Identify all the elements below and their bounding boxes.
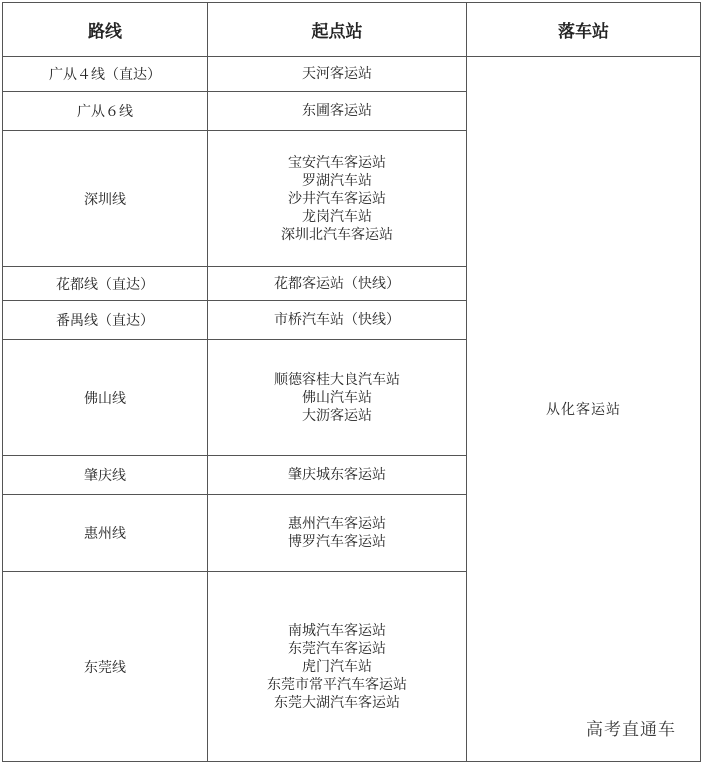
start-stations-cell [208, 340, 467, 456]
route-name: 花都线（直达） [3, 267, 208, 301]
start-station: 惠州汽车客运站 [288, 516, 386, 532]
destination-station: 从化客运站 [467, 57, 701, 762]
route-name: 广从６线 [3, 92, 208, 131]
destination-column-header: 落车站 [467, 3, 701, 57]
start-station: 市桥汽车站（快线） [274, 312, 400, 328]
start-stations-cell [208, 131, 467, 267]
start-station: 花都客运站（快线） [274, 275, 400, 292]
start-stations-cell [208, 92, 467, 131]
start-station: 肇庆城东客运站 [288, 467, 386, 483]
start-station: 沙井汽车客运站 [288, 190, 386, 207]
route-table [2, 2, 701, 762]
start-station: 东莞汽车客运站 [288, 640, 386, 657]
start-station: 虎门汽车站 [302, 658, 372, 675]
start-station-column-header: 起点站 [208, 3, 467, 57]
route-name: 惠州线 [3, 495, 208, 572]
start-stations-cell [208, 267, 467, 301]
route-column-header: 路线 [3, 3, 208, 57]
start-station: 东圃客运站 [302, 103, 372, 119]
start-stations-cell [208, 572, 467, 762]
route-name: 番禺线（直达） [3, 301, 208, 340]
start-station: 顺德容桂大良汽车站 [274, 371, 400, 388]
start-station: 宝安汽车客运站 [288, 154, 386, 171]
start-stations-cell [208, 57, 467, 92]
route-name: 肇庆线 [3, 456, 208, 495]
start-station: 东莞市常平汽车客运站 [267, 676, 407, 693]
route-name: 广从４线（直达） [3, 57, 208, 92]
start-station: 大沥客运站 [302, 407, 372, 424]
table-header-row [3, 3, 701, 57]
route-name: 东莞线 [3, 572, 208, 762]
start-station: 南城汽车客运站 [288, 622, 386, 639]
table-row [3, 57, 701, 92]
start-stations-cell [208, 456, 467, 495]
route-name: 深圳线 [3, 131, 208, 267]
start-station: 深圳北汽车客运站 [281, 226, 393, 243]
route-name: 佛山线 [3, 340, 208, 456]
start-station: 佛山汽车站 [302, 389, 372, 406]
watermark: 高考直通车 [586, 720, 676, 740]
start-station: 罗湖汽车站 [302, 172, 372, 189]
start-station: 龙岗汽车站 [302, 208, 372, 225]
start-stations-cell [208, 301, 467, 340]
start-station: 博罗汽车客运站 [288, 534, 386, 550]
start-stations-cell [208, 495, 467, 572]
start-station: 东莞大湖汽车客运站 [274, 694, 400, 711]
start-station: 天河客运站 [302, 66, 372, 82]
